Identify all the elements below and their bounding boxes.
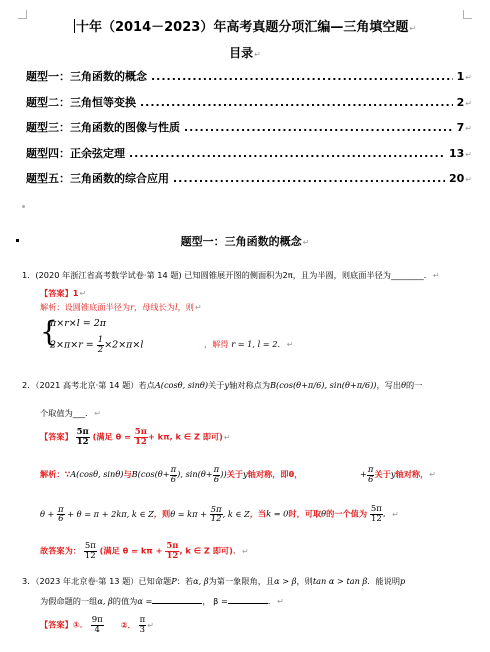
question-1-answer: 【答案】1↵ bbox=[40, 288, 87, 298]
question-1-stem: 1．(2020 年浙江省高考数学试卷·第 14 题) 已知圆锥展开图的侧面积为2π，且为半圆，则底面半径为________．↵ bbox=[22, 270, 440, 280]
question-2-final-answer: 故答案为： $\frac{5\pi}{12}$ (满足 θ = kπ + $\frac{5\pi}{12}$ , k ∈ Z 即可)．↵ bbox=[40, 541, 249, 561]
table-of-contents bbox=[26, 68, 472, 196]
paragraph-mark bbox=[22, 205, 25, 208]
question-2-stem: 2．（2021 高考北京·第 14 题）若点A(cosθ, sinθ)关于y轴对称点为B(cos(θ+π/6), sin(θ+π/6))，写出θ的一 bbox=[22, 380, 423, 390]
question-2-analysis: 解析：∵A(cosθ, sinθ)与B(cos(θ+ $\frac{\pi}{6}$ ), sin(θ+ $\frac{\pi}{6}$ ))关于y轴对称，即θ， bbox=[40, 465, 303, 485]
question-2-derivation: θ + $\frac{\pi}{6}$ + θ = π + 2kπ, k ∈ Z，则θ = kπ + $\frac{5\pi}{12}$ , k ∈ Z，当k = 0时，可取θ的一个值为 $\frac{5\pi}{12}$ ．↵ bbox=[40, 504, 399, 524]
toc-leader bbox=[151, 70, 453, 83]
section-heading: 题型一：三角函数的概念↵ bbox=[180, 235, 310, 248]
question-3-stem: 3．（2023 年北京卷·第 13 题）已知命题P：若α, β为第一象限角，且α > β，则tan α > tan β．能说明p bbox=[22, 576, 406, 586]
toc-leader bbox=[140, 96, 453, 109]
solution-result: ，解得 r = 1, l = 2．↵ bbox=[204, 339, 294, 349]
question-3-stem-line2: 为假命题的一组α, β的值为α = ， β = ．↵ bbox=[40, 596, 284, 606]
toc-heading: 目录↵ bbox=[229, 46, 261, 60]
equation-line: π×r×l = 2π bbox=[50, 318, 107, 329]
toc-leader bbox=[173, 172, 445, 185]
text-cursor bbox=[74, 19, 75, 33]
toc-item[interactable]: 题型一：三角函数的概念 ..... 1 ↵ bbox=[26, 68, 472, 94]
question-2-answer: 【答案】 $\frac{5\pi}{12}$ (满足 θ = $\frac{5\pi}{12}$ + kπ, k ∈ Z 即可)↵ bbox=[40, 427, 231, 447]
document-title: 十年（2014－2023）年高考真题分项汇编—三角填空题↵ bbox=[75, 20, 417, 35]
question-2-stem-line2: 个取值为___．↵ bbox=[40, 408, 101, 418]
system-brace: { bbox=[40, 315, 58, 348]
toc-leader bbox=[129, 147, 445, 160]
question-2-analysis-tail: + $\frac{\pi}{6}$ 关于y轴对称，↵ bbox=[360, 465, 436, 485]
equation-line: 2×π×r = $\frac{1}{2}$ ×2×π×l bbox=[50, 335, 144, 355]
toc-item[interactable]: 题型三：三角函数的图像与性质 ..... 7 ↵ bbox=[26, 119, 472, 145]
toc-item[interactable]: 题型五：三角函数的综合应用 ..... 20 ↵ bbox=[26, 170, 472, 196]
toc-item[interactable]: 题型二：三角恒等变换 ..... 2 ↵ bbox=[26, 94, 472, 120]
toc-leader bbox=[184, 121, 453, 134]
question-3-answer: 【答案】①． $\frac{9\pi}{4}$ ②． $\frac{\pi}{3}$ ↵ bbox=[40, 615, 154, 635]
question-1-analysis: 解析：设圆锥底面半径为r，母线长为l，则↵ bbox=[40, 302, 202, 312]
toc-item[interactable]: 题型四：正余弦定理 ..... 13 ↵ bbox=[26, 145, 472, 171]
